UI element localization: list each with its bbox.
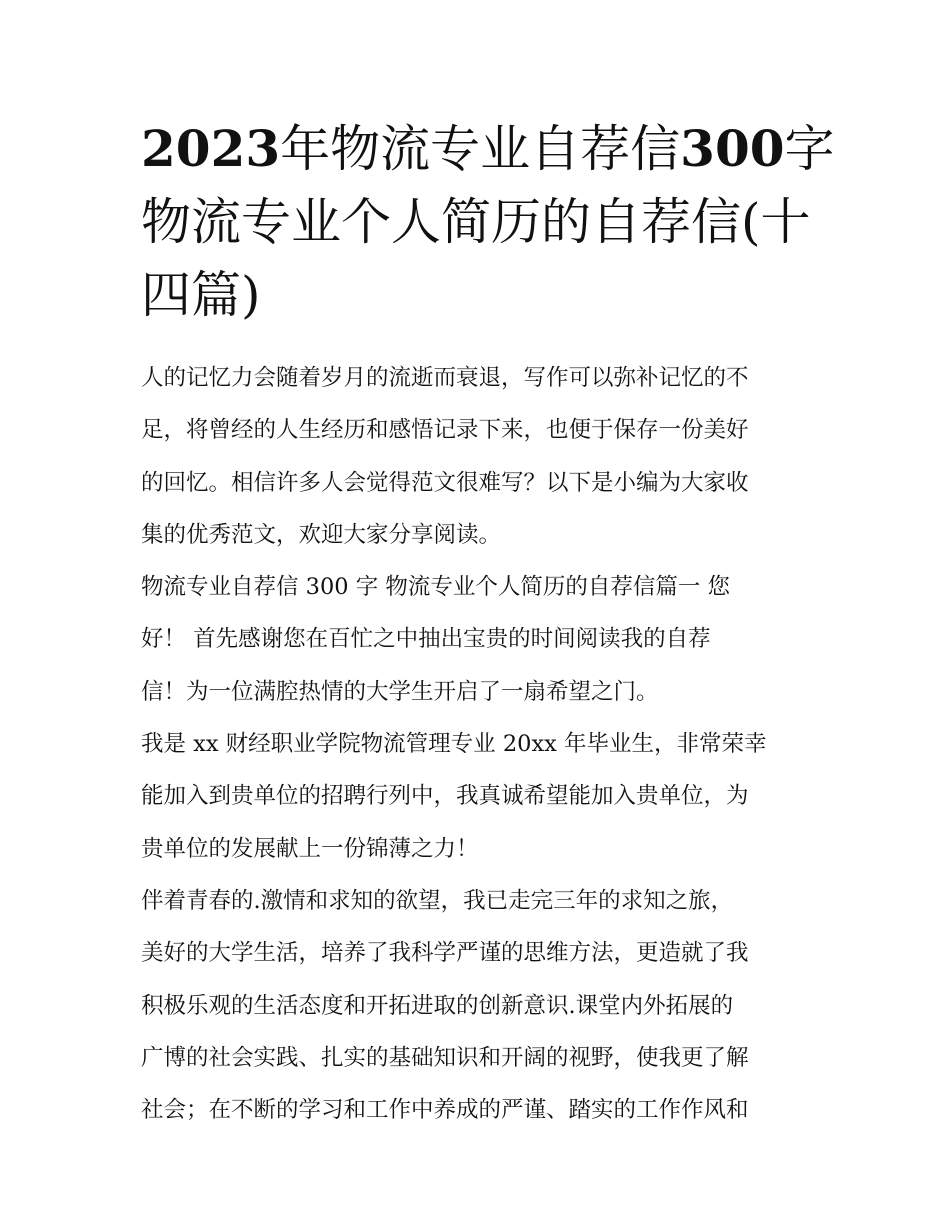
text-line: 集的优秀范文，欢迎大家分享阅读。 bbox=[141, 521, 502, 548]
text-line: 美好的大学生活，培养了我科学严谨的思维方法，更造就了我 bbox=[141, 940, 749, 967]
title-year: 2023 bbox=[141, 119, 281, 178]
text-line: 贵单位的发展献上一份锦薄之力！ bbox=[141, 835, 479, 862]
text-line: 广博的社会实践、扎实的基础知识和开阔的视野，使我更了解 bbox=[141, 1044, 749, 1071]
paragraph-experience bbox=[141, 875, 813, 1136]
title-line-3: 四篇) bbox=[141, 266, 261, 324]
document-body bbox=[141, 352, 813, 1136]
title-line-2: 物流专业个人简历的自荐信(十 bbox=[141, 193, 811, 251]
title-text-b: 字 bbox=[784, 120, 835, 178]
title-text-a: 年物流专业自荐信 bbox=[280, 120, 681, 178]
text-line: 能加入到贵单位的招聘行列中，我真诚希望能加入贵单位，为 bbox=[141, 783, 749, 810]
title-count: 300 bbox=[680, 119, 785, 178]
text-line: 人的记忆力会随着岁月的流逝而衰退，写作可以弥补记忆的不 bbox=[141, 365, 749, 391]
text-line: 社会；在不断的学习和工作中养成的严谨、踏实的工作作风和 bbox=[141, 1097, 749, 1124]
text-line: 信！为一位满腔热情的大学生开启了一扇希望之门。 bbox=[141, 678, 659, 705]
text-line: 物流专业自荐信 300 字 物流专业个人简历的自荐信篇一 您 bbox=[141, 574, 731, 601]
text-line: 的回忆。相信许多人会觉得范文很难写？以下是小编为大家收 bbox=[141, 469, 749, 496]
paragraph-intro bbox=[141, 352, 813, 561]
paragraph-greeting bbox=[141, 561, 813, 718]
text-line: 我是 xx 财经职业学院物流管理专业 20xx 年毕业生，非常荣幸 bbox=[141, 731, 767, 758]
paragraph-introduction bbox=[141, 718, 813, 875]
text-line: 伴着青春的.激情和求知的欲望，我已走完三年的求知之旅， bbox=[141, 887, 734, 914]
text-line: 足，将曾经的人生经历和感悟记录下来，也便于保存一份美好 bbox=[141, 417, 749, 444]
text-line: 积极乐观的生活态度和开拓进取的创新意识.课堂内外拓展的 bbox=[141, 992, 734, 1019]
text-line: 好！ 首先感谢您在百忙之中抽出宝贵的时间阅读我的自荐 bbox=[141, 626, 711, 653]
document-page bbox=[141, 112, 835, 1136]
title-line-1 bbox=[141, 112, 835, 186]
document-title bbox=[141, 112, 835, 332]
